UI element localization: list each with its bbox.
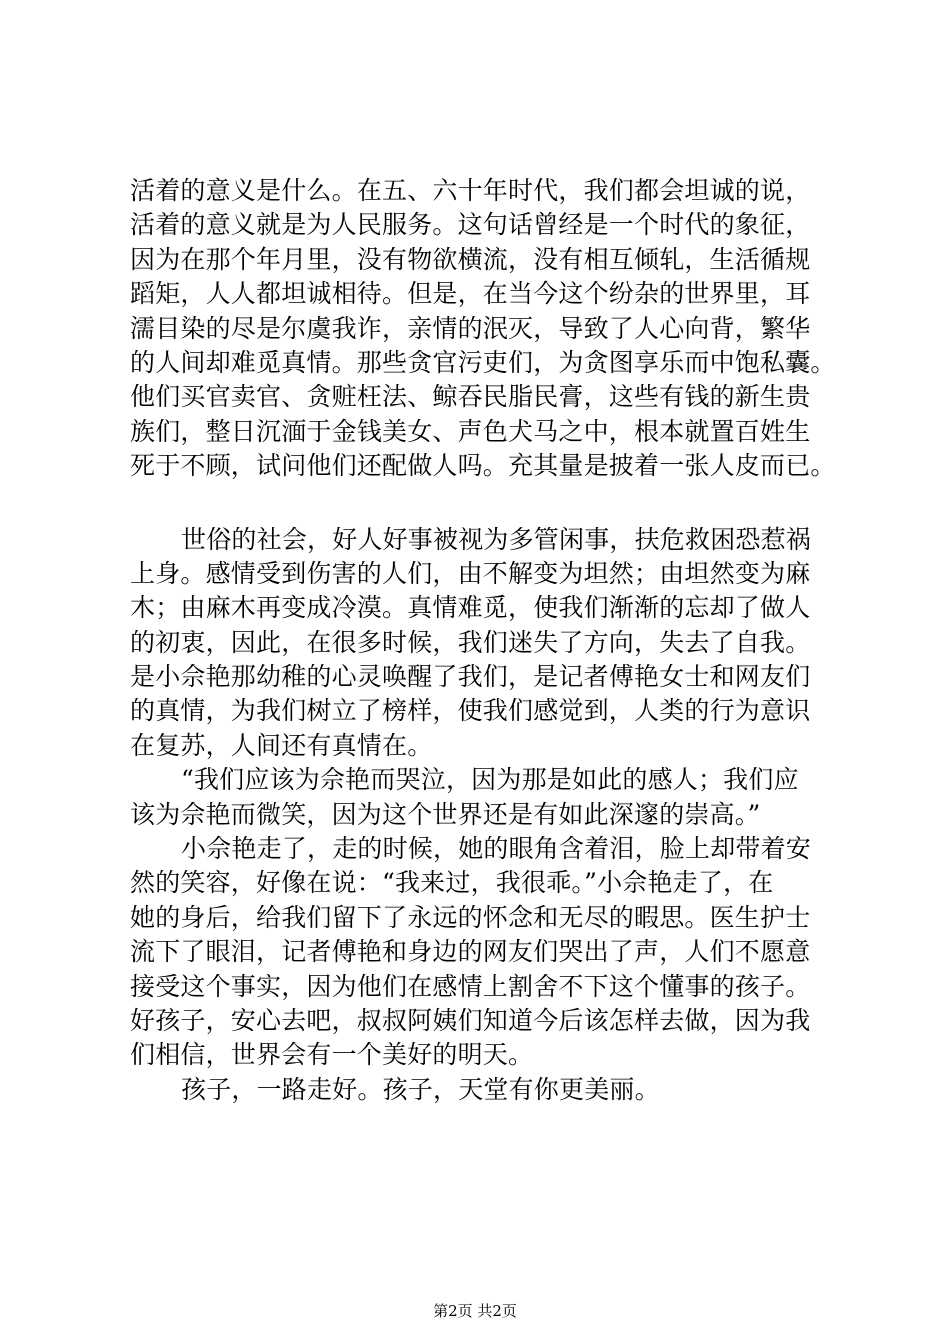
text-line: 然的笑容，好像在说：“我来过，我很乖。”小佘艳走了，在 xyxy=(130,868,774,898)
text-line: 他们买官卖官、贪赃枉法、鲸吞民脂民膏，这些有钱的新生贵 xyxy=(130,382,811,412)
paragraph-3 xyxy=(130,763,830,832)
text-line: 木；由麻木再变成冷漠。真情难觅，使我们渐渐的忘却了做人 xyxy=(130,593,811,623)
text-line: 上身。感情受到伤害的人们，由不解变为坦然；由坦然变为麻 xyxy=(130,558,811,588)
text-line: 族们，整日沉湎于金钱美女、声色犬马之中，根本就置百姓生 xyxy=(130,416,811,446)
text-line: 死于不顾，试问他们还配做人吗。充其量是披着一张人皮而已。 xyxy=(130,451,836,481)
text-line: 在复苏，人间还有真情在。 xyxy=(130,730,433,760)
text-line: 好孩子，安心去吧，叔叔阿姨们知道今后该怎样去做，因为我 xyxy=(130,1005,811,1035)
text-line: 小佘艳走了，走的时候，她的眼角含着泪，脸上却带着安 xyxy=(181,834,812,864)
text-line: 该为佘艳而微笑，因为这个世界还是有如此深邃的崇高。” xyxy=(130,799,761,829)
text-line: 的初衷，因此，在很多时候，我们迷失了方向，失去了自我。 xyxy=(130,627,811,657)
paragraph-1 xyxy=(130,174,836,484)
page-number-footer: 第2页 共2页 xyxy=(433,1302,517,1320)
text-line: 因为在那个年月里，没有物欲横流，没有相互倾轧，生活循规 xyxy=(130,244,811,274)
text-line: 接受这个事实，因为他们在感情上割舍不下这个懂事的孩子。 xyxy=(130,971,811,1001)
text-line: 的真情，为我们树立了榜样，使我们感觉到，人类的行为意识 xyxy=(130,696,811,726)
text-line: 活着的意义是什么。在五、六十年时代，我们都会坦诚的说， xyxy=(130,176,811,205)
text-line: 的人间却难觅真情。那些贪官污吏们，为贪图享乐而中饱私囊。 xyxy=(130,347,836,377)
document-body xyxy=(130,174,836,1107)
text-line: 世俗的社会，好人好事被视为多管闲事，扶危救困恐惹祸 xyxy=(181,524,812,554)
text-line: 流下了眼泪，记者傅艳和身边的网友们哭出了声，人们不愿意 xyxy=(130,937,811,967)
text-line: 们相信，世界会有一个美好的明天。 xyxy=(130,1040,534,1070)
text-line: 她的身后，给我们留下了永远的怀念和无尽的暇思。医生护士 xyxy=(130,902,811,932)
text-line: 活着的意义就是为人民服务。这句话曾经是一个时代的象征， xyxy=(130,210,811,240)
text-line: 蹈矩，人人都坦诚相待。但是，在当今这个纷杂的世界里，耳 xyxy=(130,279,811,309)
paragraph-2 xyxy=(130,523,830,764)
text-line: 孩子，一路走好。孩子，天堂有你更美丽。 xyxy=(181,1074,660,1104)
paragraph-4 xyxy=(130,832,830,1073)
text-line: “我们应该为佘艳而哭泣，因为那是如此的感人；我们应 xyxy=(181,765,799,795)
text-line: 濡目染的尽是尔虞我诈，亲情的泯灭，导致了人心向背，繁华 xyxy=(130,313,811,343)
paragraph-gap xyxy=(130,484,830,523)
text-line: 是小佘艳那幼稚的心灵唤醒了我们，是记者傅艳女士和网友们 xyxy=(130,662,811,692)
paragraph-5 xyxy=(130,1073,830,1107)
